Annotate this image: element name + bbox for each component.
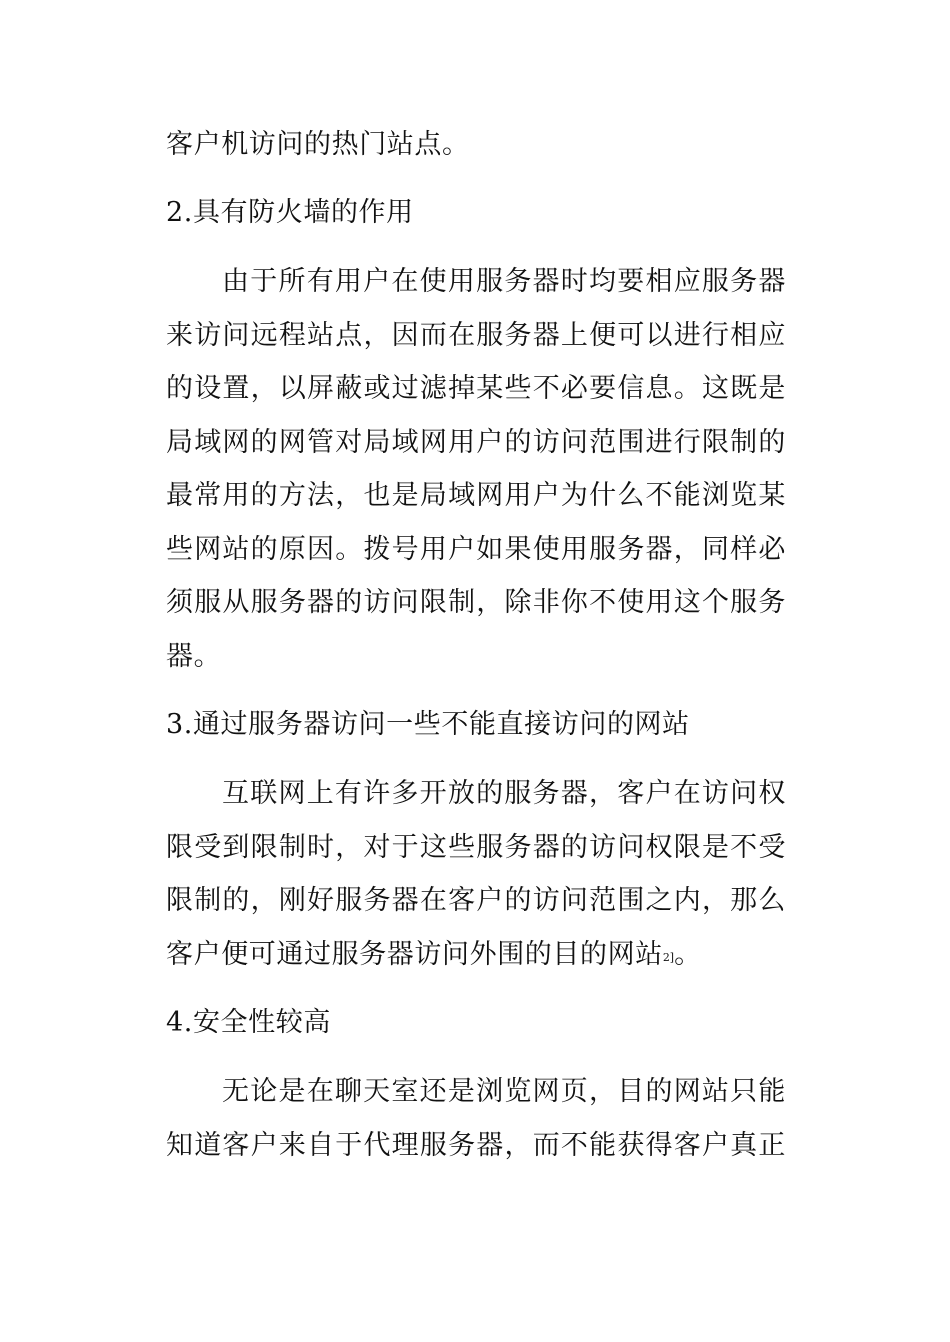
section-heading: 3.通过服务器访问一些不能直接访问的网站 (166, 709, 690, 740)
paragraph-line: 来访问远程站点，因而在服务器上便可以进行相应 (166, 320, 786, 351)
paragraph-line: 知道客户来自于代理服务器，而不能获得客户真正 (166, 1130, 786, 1161)
paragraph-line: 限制的，刚好服务器在客户的访问范围之内，那么 (166, 885, 786, 916)
section-heading: 4.安全性较高 (166, 1007, 331, 1038)
paragraph-line: 限受到限制时，对于这些服务器的访问权限是不受 (166, 832, 786, 863)
paragraph-line (166, 935, 786, 975)
paragraph-line: 些网站的原因。拨号用户如果使用服务器，同样必 (166, 534, 786, 565)
paragraph-text: 客户便可通过服务器访问外围的目的网站 (166, 939, 663, 970)
paragraph-line: 器。 (166, 641, 222, 672)
paragraph-line: 无论是在聊天室还是浏览网页，目的网站只能 (222, 1076, 786, 1107)
paragraph-line: 局域网的网管对局域网用户的访问范围进行限制的 (166, 427, 786, 458)
paragraph-line: 须服从服务器的访问限制，除非你不使用这个服务 (166, 587, 786, 618)
paragraph-line: 的设置，以屏蔽或过滤掉某些不必要信息。这既是 (166, 373, 786, 404)
section-heading: 2.具有防火墙的作用 (166, 197, 414, 228)
paragraph-line: 由于所有用户在使用服务器时均要相应服务器 (222, 266, 786, 297)
paragraph-text: 。 (674, 939, 702, 970)
reference-marker: 2] (662, 951, 675, 964)
paragraph-line: 互联网上有许多开放的服务器，客户在访问权 (222, 778, 786, 809)
paragraph-line: 最常用的方法，也是局域网用户为什么不能浏览某 (166, 480, 786, 511)
paragraph-line: 客户机访问的热门站点。 (166, 129, 470, 160)
